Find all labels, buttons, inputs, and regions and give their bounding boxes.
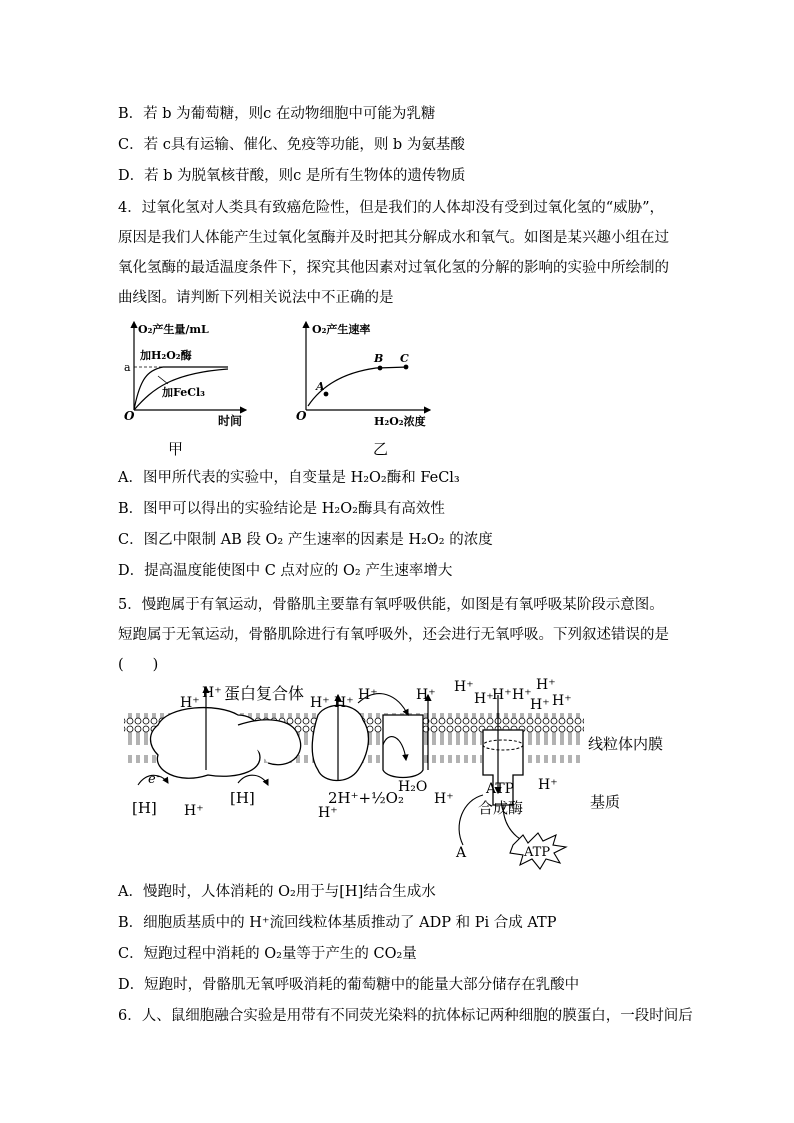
h-plus-label-3: H⁺ — [310, 695, 330, 711]
y-axis-label: O₂产生速率 — [312, 323, 371, 336]
h-plus-label-2: H⁺ — [180, 695, 200, 711]
h-plus-label-17: H⁺ — [538, 777, 558, 793]
h-plus-label-1: H⁺ — [202, 685, 222, 701]
q3-option-d: D．若 b 为脱氧核苷酸，则c 是所有生物体的遗传物质 — [118, 168, 466, 184]
h-plus-label-14: H⁺ — [184, 803, 204, 819]
atp-synthase-label-1: ATP — [486, 781, 515, 797]
enzyme-curve-label: 加H₂O₂酶 — [140, 349, 192, 362]
figure-yi — [290, 318, 440, 438]
q4-option-a: A．图甲所代表的实验中，自变量是 H₂O₂酶和 FeCl₃ — [118, 470, 460, 486]
point-b-label: B — [374, 352, 384, 365]
figure-jia — [118, 318, 253, 438]
fecl3-leader — [158, 376, 168, 384]
fecl3-curve-label: 加FeCl₃ — [162, 386, 205, 399]
point-c — [404, 365, 409, 370]
atp-burst-label: ATP — [524, 845, 551, 860]
water-label: H₂O — [398, 779, 428, 795]
protein-complex-label: 蛋白复合体 — [224, 684, 305, 703]
mitochondria-figure — [118, 675, 678, 875]
nadh-arrow-2 — [238, 775, 268, 785]
h-plus-label-16: H⁺ — [434, 791, 454, 807]
figure-jia-caption: 甲 — [168, 440, 184, 458]
a-label: a — [124, 361, 131, 374]
figure-yi-caption: 乙 — [373, 440, 389, 458]
origin-label: O — [124, 409, 135, 423]
nadh-label-2: [H] — [230, 789, 255, 807]
q5-option-d: D．短跑时，骨骼肌无氧呼吸消耗的葡萄糖中的能量大部分储存在乳酸中 — [118, 977, 580, 993]
origin-label: O — [296, 409, 307, 423]
h-plus-label-7: H⁺ — [454, 679, 474, 695]
membrane-label: 线粒体内膜 — [588, 735, 664, 753]
point-b — [378, 366, 383, 371]
atp-synthase-label-2: 合成酶 — [478, 799, 524, 817]
point-a-label: A — [316, 380, 325, 393]
q4-option-b: B．图甲可以得出的实验结论是 H₂O₂酶具有高效性 — [118, 501, 445, 517]
protein-complex-2 — [312, 705, 368, 780]
h-plus-label-15: H⁺ — [318, 805, 338, 821]
q5-option-c: C．短跑过程中消耗的 O₂量等于产生的 CO₂量 — [118, 946, 417, 962]
matrix-label: 基质 — [590, 793, 621, 811]
h-plus-label-4: H⁺ — [334, 695, 354, 711]
q3-option-c: C．若 c具有运输、催化、免疫等功能，则 b 为氨基酸 — [118, 137, 465, 153]
h-plus-label-5: H⁺ — [358, 687, 378, 703]
q3-option-b: B．若 b 为葡萄糖，则c 在动物细胞中可能为乳糖 — [118, 106, 436, 122]
h-plus-label-6: H⁺ — [416, 687, 436, 703]
y-axis-label: O₂产生量/mL — [138, 323, 209, 336]
q5-option-a: A．慢跑时，人体消耗的 O₂用于与[H]结合生成水 — [118, 884, 436, 900]
reaction-label: 2H⁺+½O₂ — [328, 789, 404, 807]
nadh-label-1: [H] — [132, 799, 157, 817]
electron-label: e⁻ — [148, 772, 163, 787]
a-label: A — [456, 845, 467, 861]
h-plus-label-8: H⁺ — [474, 691, 494, 707]
h-plus-label-10: H⁺ — [512, 687, 532, 703]
q4-option-d: D．提高温度能使图中 C 点对应的 O₂ 产生速率增大 — [118, 563, 453, 579]
point-c-label: C — [400, 352, 409, 365]
h-plus-label-12: H⁺ — [530, 697, 550, 713]
h-plus-label-13: H⁺ — [552, 693, 572, 709]
q4-option-c: C．图乙中限制 AB 段 O₂ 产生速率的因素是 H₂O₂ 的浓度 — [118, 532, 493, 548]
h-plus-label-11: H⁺ — [536, 677, 556, 693]
q4-stem: 4．过氧化氢对人类具有致癌危险性，但是我们的人体却没有受到过氧化氢的“威胁”，原因是我们人体能产生过氧化氢酶并及时把其分解成水和氧气。如图是某兴趣小组在过氧化氢酶的最适温度条件下，探究其他因素对过氧化氢的分解的影响的实验中所绘制的曲线图。请判断下列相关说法中不正确的是 — [118, 200, 669, 306]
x-axis-label: H₂O₂浓度 — [374, 415, 426, 428]
q6-stem: 6．人、鼠细胞融合实验是用带有不同荧光染料的抗体标记两种细胞的膜蛋白，一段时间后 — [118, 1008, 693, 1024]
h-plus-label-9: H⁺ — [492, 687, 512, 703]
x-axis-label: 时间 — [218, 414, 243, 428]
q5-option-b: B．细胞质基质中的 H⁺流回线粒体基质推动了 ADP 和 Pi 合成 ATP — [118, 915, 557, 931]
q5-stem: 5．慢跑属于有氧运动，骨骼肌主要靠有氧呼吸供能，如图是有氧呼吸某阶段示意图。短跑属于无氧运动，骨骼肌除进行有氧呼吸外，还会进行无氧呼吸。下列叙述错误的是( ) — [118, 597, 669, 673]
